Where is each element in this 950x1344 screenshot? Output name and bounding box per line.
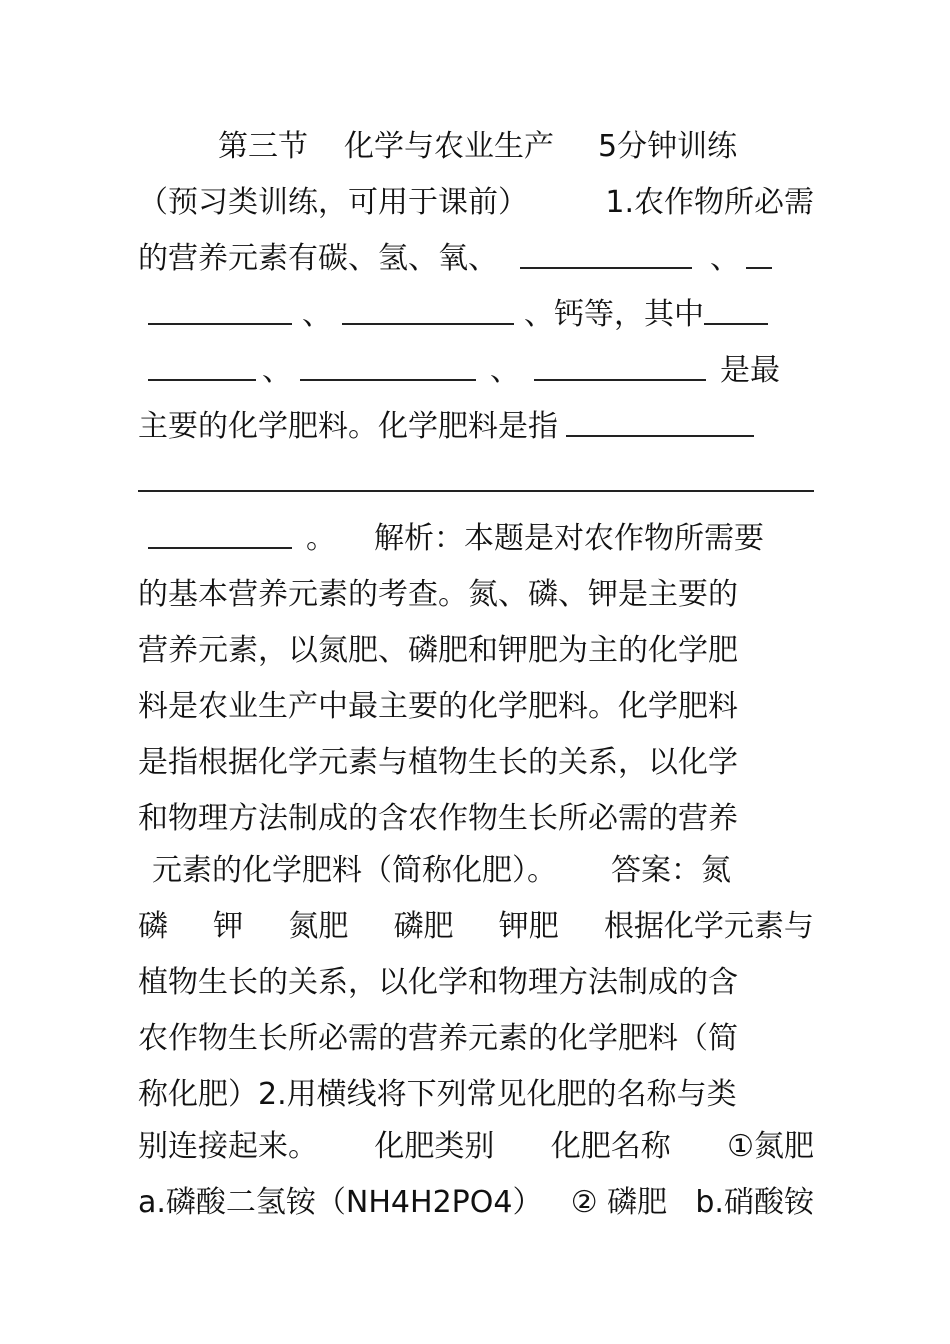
text-line — [138, 343, 814, 399]
separator: 、 — [710, 241, 740, 276]
answer-blank — [148, 293, 292, 325]
analysis-text: 元素的化学肥料（简称化肥）。 — [152, 853, 557, 888]
text-line — [138, 231, 814, 287]
text-line — [138, 1175, 814, 1231]
text-line — [138, 287, 814, 343]
text-line — [138, 567, 814, 623]
question-1-text: 的营养元素有碳、氢、氧、 — [138, 241, 498, 276]
text-line — [138, 843, 814, 899]
fertilizer-name: a.磷酸二氢铵（NH4H2PO4） — [138, 1185, 543, 1220]
text-line — [138, 735, 814, 791]
answer-blank — [746, 237, 772, 269]
text-line — [138, 955, 814, 1011]
title-tag: 5分钟训练 — [598, 129, 738, 164]
title-section: 第三节 — [218, 129, 308, 164]
answer-token: 磷肥 — [393, 909, 454, 944]
separator: 、 — [490, 353, 520, 388]
question-1-calcium: 、钙等，其中 — [524, 297, 704, 332]
category-item: ② 磷肥 — [570, 1185, 668, 1220]
period: 。 — [306, 521, 336, 556]
text-line — [138, 1011, 814, 1067]
text-line — [138, 175, 814, 231]
text-line — [138, 511, 814, 567]
text-line — [138, 399, 814, 455]
answer-token: 钾肥 — [498, 909, 559, 944]
analysis-text: 和物理方法制成的含农作物生长所必需的营养 — [138, 801, 738, 836]
text-line — [138, 1067, 814, 1123]
answer-token: 氮肥 — [288, 909, 349, 944]
column-heading: 化肥类别 — [374, 1129, 495, 1164]
title-topic: 化学与农业生产 — [344, 129, 554, 164]
text-line — [138, 791, 814, 847]
answer-token: 钾 — [213, 909, 244, 944]
answer-blank — [300, 349, 476, 381]
analysis-text: 是指根据化学元素与植物生长的关系，以化学 — [138, 745, 738, 780]
analysis-text: 营养元素，以氮肥、磷肥和钾肥为主的化学肥 — [138, 633, 738, 668]
answer-blank — [520, 237, 692, 269]
question-2-text: 称化肥）2.用横线将下列常见化肥的名称与类 — [138, 1077, 737, 1112]
answer-blank — [704, 293, 768, 325]
analysis-heading: 解析：本题是对农作物所需要 — [374, 521, 764, 556]
answer-blank — [138, 490, 814, 492]
answer-blank — [566, 405, 754, 437]
analysis-text: 的基本营养元素的考查。氮、磷、钾是主要的 — [138, 577, 738, 612]
answer-text: 植物生长的关系，以化学和物理方法制成的含 — [138, 965, 738, 1000]
analysis-text: 料是农业生产中最主要的化学肥料。化学肥料 — [138, 689, 738, 724]
text-line — [138, 1119, 814, 1175]
separator: 、 — [262, 353, 292, 388]
answer-heading: 答案：氮 — [611, 853, 731, 888]
text-line — [138, 623, 814, 679]
question-2-text: 别连接起来。 — [138, 1129, 318, 1164]
answer-blank — [148, 349, 256, 381]
answer-line — [138, 899, 814, 955]
fertilizer-name: b.硝酸铵 — [695, 1185, 814, 1220]
text-line — [138, 679, 814, 735]
title-line — [138, 119, 814, 175]
answer-text: 农作物生长所必需的营养元素的化学肥料（简 — [138, 1021, 738, 1056]
question-1-prefix: 1.农作物所必需 — [605, 185, 814, 220]
answer-blank — [342, 293, 514, 325]
separator: 、 — [302, 297, 332, 332]
question-1-most: 是最 — [720, 353, 780, 388]
answer-token: 磷 — [138, 909, 168, 944]
answer-token: 根据化学元素与 — [603, 909, 814, 944]
answer-blank — [148, 517, 292, 549]
answer-blank — [534, 349, 706, 381]
subtitle: （预习类训练，可用于课前） — [138, 185, 528, 220]
column-heading: 化肥名称 — [550, 1129, 671, 1164]
category-item: ①氮肥 — [727, 1129, 814, 1164]
question-1-definition: 主要的化学肥料。化学肥料是指 — [138, 409, 558, 444]
